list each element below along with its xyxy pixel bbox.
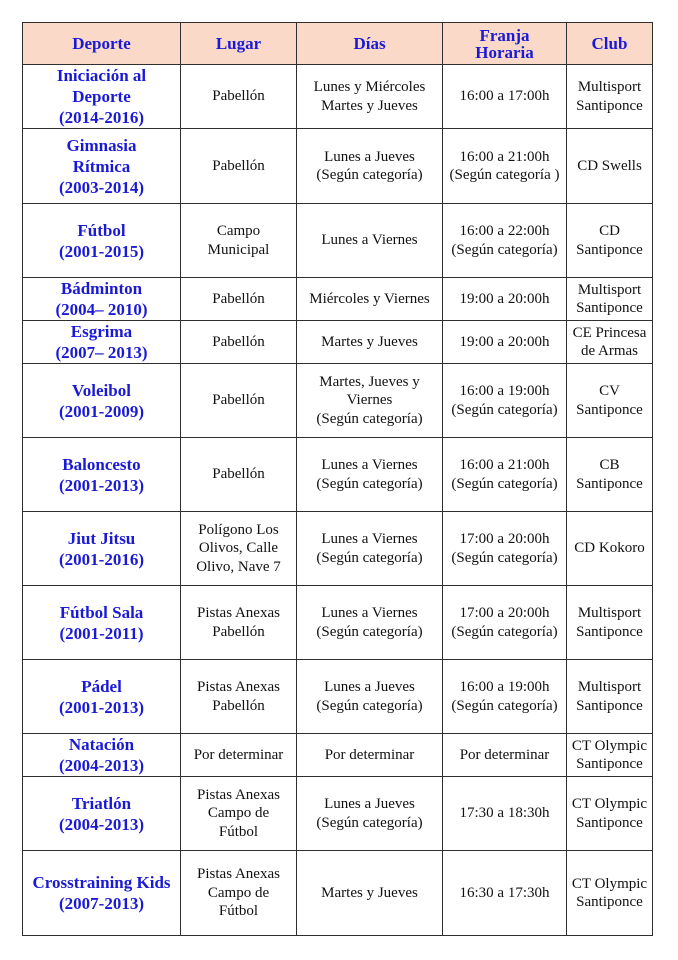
cell-dias <box>297 586 443 660</box>
table-row <box>23 204 653 278</box>
cell-line: Multisport <box>577 605 642 621</box>
cell-franja <box>443 321 567 364</box>
cell-line: (Según categoría) <box>451 623 558 640</box>
table-row <box>23 777 653 851</box>
cell-line: Gimnasia <box>66 135 137 155</box>
cell-dias <box>297 278 443 321</box>
cell-line: (2001-2009) <box>59 401 144 421</box>
cell-line: (Según categoría) <box>316 814 423 831</box>
cell-sport <box>23 512 181 586</box>
cell-club <box>567 586 653 660</box>
cell-line: Deporte <box>72 87 131 106</box>
cell-line: Pistas Anexas <box>197 679 280 695</box>
cell-line: Por determinar <box>193 746 284 763</box>
cell-club <box>567 129 653 204</box>
table-row <box>23 364 653 438</box>
cell-line: Martes y Jueves <box>321 333 418 350</box>
header-club: Club <box>567 23 653 65</box>
cell-line: CB <box>599 457 620 473</box>
cell-franja <box>443 278 567 321</box>
cell-line: (Según categoría) <box>316 623 423 640</box>
cell-line: Voleibol <box>72 380 131 400</box>
cell-line: Martes y Jueves <box>321 97 418 114</box>
cell-line: (2007– 2013) <box>55 343 148 362</box>
cell-line: 19:00 a 20:00h <box>459 290 550 307</box>
cell-line: Lunes a Jueves <box>324 679 415 695</box>
cell-sport <box>23 438 181 512</box>
cell-line: 16:00 a 21:00h <box>459 457 550 473</box>
cell-line: Rítmica <box>72 156 131 176</box>
table-row <box>23 278 653 321</box>
cell-line: (2004-2013) <box>59 756 144 775</box>
cell-lugar <box>181 851 297 936</box>
cell-line: Lunes a Viernes <box>321 232 418 249</box>
cell-lugar <box>181 660 297 734</box>
cell-line: (Según categoría) <box>451 475 558 492</box>
cell-sport <box>23 734 181 777</box>
cell-sport <box>23 364 181 438</box>
cell-franja <box>443 204 567 278</box>
cell-line: 16:00 a 19:00h <box>459 679 550 695</box>
cell-lugar <box>181 512 297 586</box>
cell-line: Crosstraining Kids <box>32 873 171 892</box>
cell-line: Olivo, Nave 7 <box>196 558 281 575</box>
cell-line: Jiut Jitsu <box>67 528 136 548</box>
cell-line: Pabellón <box>212 392 265 409</box>
cell-line: Pabellón <box>212 466 265 483</box>
cell-line: CT Olympic <box>571 875 648 892</box>
cell-lugar <box>181 364 297 438</box>
cell-line: Martes y Jueves <box>321 884 418 901</box>
cell-line: Santiponce <box>576 475 643 492</box>
cell-line: Multisport <box>577 79 642 95</box>
cell-sport <box>23 321 181 364</box>
header-franja-horaria <box>443 23 567 65</box>
cell-club <box>567 65 653 129</box>
cell-line: CT Olympic <box>571 737 648 754</box>
cell-franja <box>443 734 567 777</box>
cell-line: Pabellón <box>212 88 265 105</box>
table-row <box>23 851 653 936</box>
cell-club <box>567 438 653 512</box>
cell-line: Fútbol <box>77 220 126 240</box>
cell-sport <box>23 586 181 660</box>
cell-line: 16:00 a 22:00h <box>459 223 550 239</box>
cell-franja <box>443 438 567 512</box>
cell-line: Pabellón <box>212 623 265 640</box>
cell-sport <box>23 777 181 851</box>
cell-line: Pabellón <box>212 290 265 307</box>
cell-line: Multisport <box>577 679 642 695</box>
cell-club <box>567 734 653 777</box>
cell-dias <box>297 851 443 936</box>
cell-line: Pistas Anexas <box>197 605 280 621</box>
cell-line: Fútbol <box>218 823 259 840</box>
cell-line: Lunes y Miércoles <box>313 79 426 95</box>
cell-dias <box>297 734 443 777</box>
cell-franja <box>443 364 567 438</box>
cell-line: Pabellón <box>212 697 265 714</box>
cell-club <box>567 777 653 851</box>
cell-line: (Según categoría) <box>316 167 423 183</box>
cell-line: 16:00 a 17:00h <box>459 88 550 105</box>
cell-line: Natación <box>68 735 135 754</box>
cell-dias <box>297 321 443 364</box>
cell-line: Pabellón <box>212 333 265 350</box>
cell-line: de Armas <box>580 343 639 359</box>
cell-line: CD Kokoro <box>574 540 645 557</box>
cell-franja <box>443 512 567 586</box>
cell-line: CT Olympic <box>571 796 648 812</box>
cell-dias <box>297 364 443 438</box>
cell-sport <box>23 129 181 204</box>
header-lugar: Lugar <box>181 23 297 65</box>
cell-lugar <box>181 734 297 777</box>
cell-sport <box>23 278 181 321</box>
cell-line: (Según categoría) <box>316 410 423 427</box>
cell-line: Viernes <box>346 392 393 409</box>
cell-lugar <box>181 278 297 321</box>
cell-club <box>567 321 653 364</box>
cell-line: Fútbol Sala <box>59 602 144 622</box>
cell-line: Lunes a Jueves <box>324 796 415 812</box>
cell-line: Triatlón <box>71 793 132 813</box>
header-deporte: Deporte <box>23 23 181 65</box>
cell-line: (Según categoría) <box>451 241 558 258</box>
cell-line: CV <box>599 383 620 399</box>
cell-line: Santiponce <box>576 97 643 114</box>
cell-line: 19:00 a 20:00h <box>459 333 550 350</box>
cell-line: Iniciación al <box>56 66 147 85</box>
cell-sport <box>23 65 181 129</box>
cell-line: Multisport <box>577 281 642 298</box>
cell-lugar <box>181 204 297 278</box>
cell-club <box>567 660 653 734</box>
cell-line: (2003-2014) <box>59 177 144 197</box>
cell-dias <box>297 660 443 734</box>
cell-line: Lunes a Viernes <box>321 531 418 547</box>
cell-line: Santiponce <box>576 300 643 316</box>
cell-lugar <box>181 321 297 364</box>
cell-line: Santiponce <box>576 814 643 831</box>
table-row <box>23 321 653 364</box>
cell-line: (2001-2015) <box>59 241 144 261</box>
table-body <box>23 65 653 936</box>
cell-line: Campo de <box>207 884 270 901</box>
cell-line: (Según categoría) <box>451 549 558 566</box>
cell-line: Lunes a Viernes <box>321 457 418 473</box>
cell-dias <box>297 129 443 204</box>
cell-franja <box>443 65 567 129</box>
table-row <box>23 438 653 512</box>
cell-line: Por determinar <box>459 746 550 763</box>
header-franja-text: Franja Horaria <box>475 25 534 62</box>
cell-club <box>567 851 653 936</box>
cell-line: (Según categoría) <box>316 697 423 714</box>
cell-line: Pistas Anexas <box>197 866 280 883</box>
cell-line: Martes, Jueves y <box>319 373 420 390</box>
cell-line: (Según categoría ) <box>449 167 560 183</box>
cell-line: (2004– 2010) <box>55 300 148 319</box>
cell-line: Pabellón <box>212 157 265 174</box>
cell-line: Santiponce <box>576 401 643 418</box>
cell-franja <box>443 660 567 734</box>
cell-lugar <box>181 438 297 512</box>
table-row <box>23 734 653 777</box>
table-row <box>23 65 653 129</box>
cell-lugar <box>181 65 297 129</box>
cell-line: Santiponce <box>576 241 643 258</box>
cell-line: Esgrima <box>70 322 133 341</box>
cell-lugar <box>181 777 297 851</box>
cell-lugar <box>181 586 297 660</box>
cell-dias <box>297 512 443 586</box>
cell-line: Santiponce <box>576 623 643 640</box>
cell-line: CD Swells <box>577 157 642 174</box>
cell-line: (2014-2016) <box>59 108 144 127</box>
cell-line: Santiponce <box>576 697 643 714</box>
cell-line: Santiponce <box>576 894 643 910</box>
cell-line: Pádel <box>81 676 122 696</box>
cell-line: Miércoles y Viernes <box>309 290 430 307</box>
cell-line: Municipal <box>207 241 270 258</box>
cell-club <box>567 512 653 586</box>
table-row <box>23 512 653 586</box>
table-row <box>23 660 653 734</box>
cell-line: Pistas Anexas <box>197 786 280 803</box>
cell-line: Lunes a Jueves <box>324 148 415 165</box>
cell-line: Baloncesto <box>62 454 141 474</box>
cell-line: Campo de <box>207 805 270 822</box>
cell-line: (2004-2013) <box>59 814 144 834</box>
cell-line: (Según categoría) <box>316 475 423 492</box>
cell-line: Lunes a Viernes <box>321 605 418 621</box>
cell-line: (Según categoría) <box>451 697 558 714</box>
cell-line: 16:00 a 19:00h <box>459 383 550 399</box>
cell-club <box>567 204 653 278</box>
cell-franja <box>443 851 567 936</box>
cell-line: 17:30 a 18:30h <box>459 805 550 822</box>
cell-dias <box>297 777 443 851</box>
cell-club <box>567 364 653 438</box>
cell-franja <box>443 777 567 851</box>
cell-franja <box>443 586 567 660</box>
schedule-table <box>22 22 653 936</box>
cell-sport <box>23 204 181 278</box>
cell-line: CD <box>599 223 620 239</box>
header-row <box>23 23 653 65</box>
cell-line: Campo <box>216 223 261 239</box>
cell-franja <box>443 129 567 204</box>
cell-dias <box>297 204 443 278</box>
cell-line: 17:00 a 20:00h <box>459 531 550 547</box>
cell-line: 16:00 a 21:00h <box>459 148 550 165</box>
cell-club <box>567 278 653 321</box>
header-dias: Días <box>297 23 443 65</box>
cell-line: Santiponce <box>576 756 643 772</box>
cell-line: (2001-2013) <box>59 475 144 495</box>
cell-dias <box>297 438 443 512</box>
cell-line: (2001-2011) <box>59 623 144 643</box>
table-row <box>23 586 653 660</box>
table-row <box>23 129 653 204</box>
cell-sport <box>23 851 181 936</box>
cell-line: Fútbol <box>218 903 259 920</box>
cell-lugar <box>181 129 297 204</box>
cell-line: (2001-2016) <box>59 549 144 569</box>
cell-line: 17:00 a 20:00h <box>459 605 550 621</box>
cell-line: CE Princesa <box>572 324 647 341</box>
cell-line: Olivos, Calle <box>198 540 279 557</box>
cell-line: (2007-2013) <box>59 894 144 913</box>
cell-line: Por determinar <box>324 746 415 763</box>
cell-line: (2001-2013) <box>59 697 144 717</box>
cell-line: (Según categoría) <box>316 549 423 566</box>
cell-line: Bádminton <box>60 279 143 298</box>
cell-line: (Según categoría) <box>451 401 558 418</box>
cell-sport <box>23 660 181 734</box>
cell-dias <box>297 65 443 129</box>
cell-line: Polígono Los <box>198 521 279 538</box>
cell-line: 16:30 a 17:30h <box>459 884 550 901</box>
